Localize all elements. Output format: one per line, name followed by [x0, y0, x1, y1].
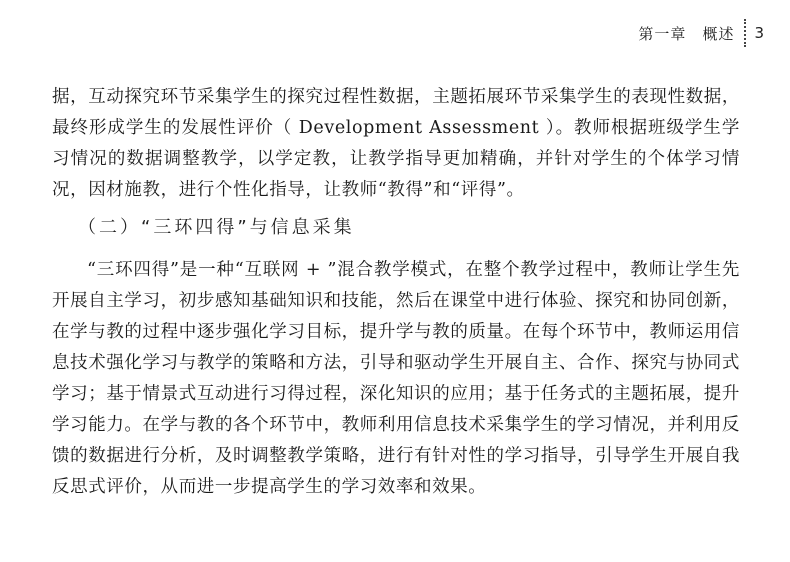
header-divider: [744, 19, 746, 47]
paragraph-continued: 据，互动探究环节采集学生的探究过程性数据，主题拓展环节采集学生的表现性数据，最终形成学生的发展性评价（ Development Assessment ）。教师根据班级学生学习情况的数据调整教学，以学定教，让教学指导更加精确，并针对学生的个体学习情况，因材施教，进行个性化指导，让教师“教得”和“评得”。: [52, 87, 740, 200]
paragraph-three-rings: “三环四得”是一种“互联网 + ”混合教学模式，在整个教学过程中，教师让学生先开展自主学习，初步感知基础知识和技能，然后在课堂中进行体验、探究和协同创新，在学与教的过程中逐步强化学习目标，提升学与教的质量。在每个环节中，教师运用信息技术强化学习与教学的策略和方法，引导和驱动学生开展自主、合作、探究与协同式学习；基于情景式互动进行习得过程，深化知识的应用；基于任务式的主题拓展，提升学习能力。在学与教的各个环节中，教师利用信息技术采集学生的学习情况，并利用反馈的数据进行分析，及时调整教学策略，进行有针对性的学习指导，引导学生开展自我反思式评价，从而进一步提高学生的学习效率和效果。: [52, 260, 740, 497]
section-heading: （二）“三环四得”与信息采集: [78, 217, 355, 238]
page-number: 3: [754, 24, 764, 42]
chapter-label: 第一章: [638, 24, 687, 43]
running-header: [638, 18, 764, 48]
section-label: 概述: [702, 24, 735, 43]
